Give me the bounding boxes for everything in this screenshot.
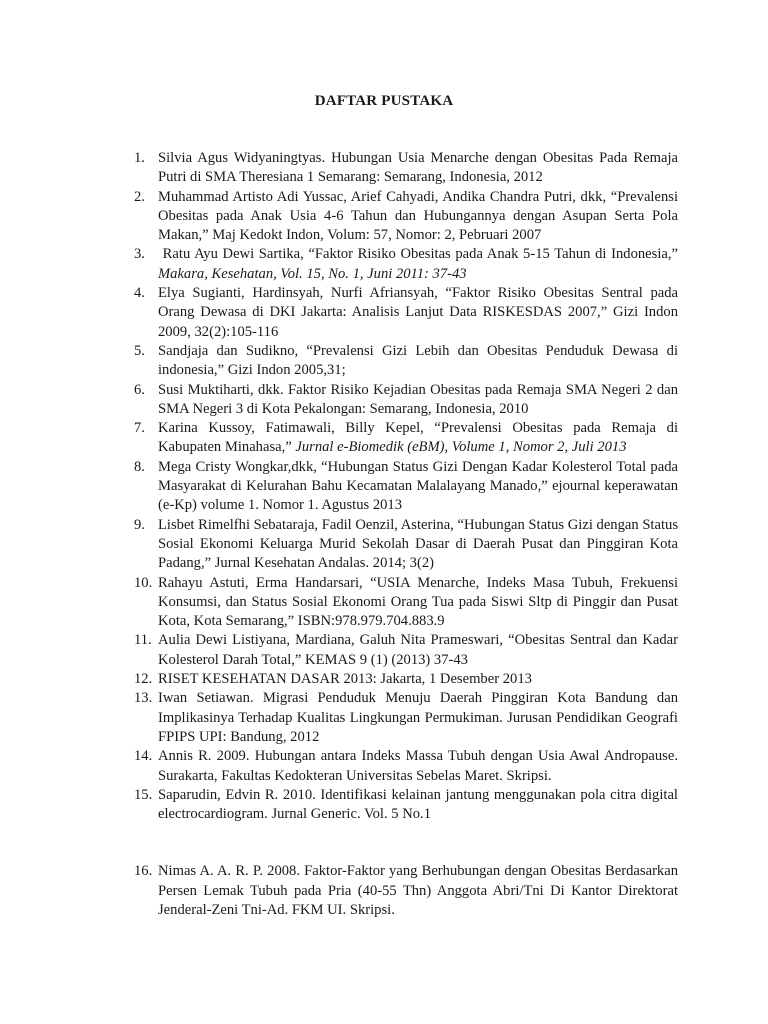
reference-item xyxy=(120,284,678,342)
reference-number: 2. xyxy=(134,188,145,205)
reference-number: 16. xyxy=(134,863,153,880)
reference-text: Rahayu Astuti, Erma Handarsari, “USIA Menarche, Indeks Masa Tubuh, Frekuensi Konsumsi, dan Status Sosial Ekonomi Orang Tua pada Siswi Sltp di Pinggir dan Pusat Kota, Kota Semarang,” ISBN:978.979.704.883.9 xyxy=(158,574,678,630)
reference-text: Aulia Dewi Listiyana, Mardiana, Galuh Nita Prameswari, “Obesitas Sentral dan Kadar Kolesterol Darah Total,” KEMAS 9 (1) (2013) 37-43 xyxy=(158,632,678,668)
reference-number: 14. xyxy=(134,748,153,765)
reference-text: Annis R. 2009. Hubungan antara Indeks Massa Tubuh dengan Usia Awal Andropause. Surakarta, Fakultas Kedokteran Universitas Sebelas Maret. Skripsi. xyxy=(158,748,678,784)
reference-journal: Makara, Kesehatan, Vol. 15, No. 1, Juni 2011: 37-43 xyxy=(158,265,467,282)
reference-text: Ratu Ayu Dewi Sartika, “Faktor Risiko Obesitas pada Anak 5-15 Tahun di Indonesia,” xyxy=(158,246,682,263)
reference-item xyxy=(120,381,678,420)
reference-number: 12. xyxy=(134,671,153,688)
reference-journal: Jurnal e-Biomedik (eBM), Volume 1, Nomor 2, Juli 2013 xyxy=(295,439,627,456)
reference-number: 9. xyxy=(134,516,145,533)
reference-item xyxy=(120,574,678,632)
reference-number: 13. xyxy=(134,690,153,707)
reference-number: 6. xyxy=(134,381,145,398)
reference-item xyxy=(120,516,678,574)
reference-number: 15. xyxy=(134,786,153,803)
reference-item xyxy=(120,747,678,786)
reference-number: 4. xyxy=(134,285,145,302)
reference-list xyxy=(120,149,682,920)
reference-number: 10. xyxy=(134,574,153,591)
reference-item xyxy=(120,342,678,381)
reference-text: Mega Cristy Wongkar,dkk, “Hubungan Status Gizi Dengan Kadar Kolesterol Total pada Masyarakat di Kelurahan Bahu Kecamatan Malalayang Manado,” ejournal keperawatan (e-Kp) volume 1. Nomor 1. Agustus 2013 xyxy=(158,458,678,514)
page-title: DAFTAR PUSTAKA xyxy=(314,93,454,109)
reference-text: Silvia Agus Widyaningtyas. Hubungan Usia Menarche dengan Obesitas Pada Remaja Putri di SMA Theresiana 1 Semarang: Semarang, Indonesia, 2012 xyxy=(158,150,678,186)
reference-text: Elya Sugianti, Hardinsyah, Nurfi Afriansyah, “Faktor Risiko Obesitas Sentral pada Orang Dewasa di DKI Jakarta: Analisis Lanjut Data RISKESDAS 2007,” Gizi Indon 2009, 32(2):105-116 xyxy=(158,285,678,340)
reference-item xyxy=(120,670,678,689)
reference-text: Sandjaja dan Sudikno, “Prevalensi Gizi Lebih dan Obesitas Penduduk Dewasa di indonesia,” Gizi Indon 2005,31; xyxy=(158,342,678,379)
reference-number: 3. xyxy=(134,246,145,263)
reference-item xyxy=(120,862,678,920)
reference-item xyxy=(120,689,678,747)
reference-number: 8. xyxy=(134,458,145,475)
reference-text: Susi Muktiharti, dkk. Faktor Risiko Kejadian Obesitas pada Remaja SMA Negeri 2 dan SMA Negeri 3 di Kota Pekalongan: Semarang, Indonesia, 2010 xyxy=(158,381,678,417)
reference-item xyxy=(120,419,682,458)
reference-number: 5. xyxy=(134,342,145,359)
reference-text: Saparudin, Edvin R. 2010. Identifikasi kelainan jantung menggunakan pola citra digital electrocardiogram. Jurnal Generic. Vol. 5 No.1 xyxy=(158,786,678,823)
reference-item xyxy=(120,458,678,516)
reference-number: 7. xyxy=(134,420,145,437)
section-gap xyxy=(120,824,678,862)
reference-text: Lisbet Rimelfhi Sebataraja, Fadil Oenzil, Asterina, “Hubungan Status Gizi dengan Status Sosial Ekonomi Keluarga Murid Sekolah Dasar di Daerah Pusat dan Pinggiran Kota Padang,” Jurnal Kesehatan Andalas. 2014; 3(2) xyxy=(158,516,678,572)
reference-text: RISET KESEHATAN DASAR 2013: Jakarta, 1 Desember 2013 xyxy=(158,671,532,688)
reference-number: 1. xyxy=(134,150,145,166)
reference-text: Karina Kussoy, Fatimawali, Billy Kepel, “Prevalensi Obesitas pada Remaja di Kabupaten Minahasa,” xyxy=(158,420,682,456)
reference-item xyxy=(120,245,682,284)
reference-item xyxy=(120,786,678,825)
reference-item xyxy=(120,188,678,246)
reference-item xyxy=(120,149,678,188)
reference-item xyxy=(120,631,678,670)
reference-number: 11. xyxy=(134,632,152,649)
reference-text: Nimas A. A. R. P. 2008. Faktor-Faktor yang Berhubungan dengan Obesitas Berdasarkan Persen Lemak Tubuh pada Pria (40-55 Thn) Anggota Abri/Tni Di Kantor Direktorat Jenderal-Zeni Tni-Ad. FKM UI. Skripsi. xyxy=(158,863,678,918)
reference-text: Muhammad Artisto Adi Yussac, Arief Cahyadi, Andika Chandra Putri, dkk, “Prevalensi Obesitas pada Anak Usia 4-6 Tahun dan Hubungannya dengan Asupan Serta Pola Makan,” Maj Kedokt Indon, Volum: 57, Nomor: 2, Pebruari 2007 xyxy=(158,188,678,244)
reference-text: Iwan Setiawan. Migrasi Penduduk Menuju Daerah Pinggiran Kota Bandung dan Implikasinya Terhadap Kualitas Lingkungan Permukiman. Jurusan Pendidikan Geografi FPIPS UPI: Bandung, 2012 xyxy=(158,690,678,745)
